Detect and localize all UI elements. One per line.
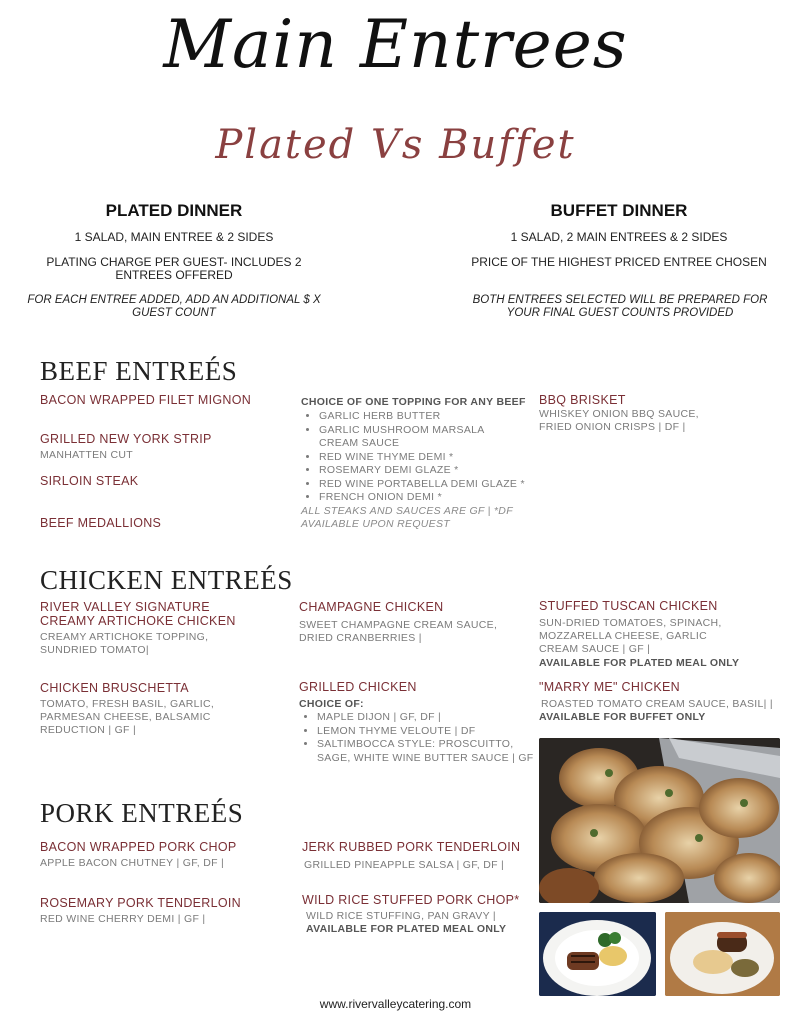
pork-bacon-chop-desc: APPLE BACON CHUTNEY | GF, DF | [40,857,225,869]
plated-heading: PLATED DINNER [105,201,243,220]
chicken-tuscan-name: STUFFED TUSCAN CHICKEN [539,599,718,613]
chicken-marry-note: AVAILABLE FOR BUFFET ONLY [539,711,706,723]
brisket-name: BBQ BRISKET [539,393,626,407]
chicken-heading: CHICKEN ENTREÉS [40,565,293,595]
buffet-line-2: PRICE OF THE HIGHEST PRICED ENTREE CHOSEN [471,255,767,269]
chicken-grilled-name: GRILLED CHICKEN [299,680,417,694]
pork-wild-rice-desc: WILD RICE STUFFING, PAN GRAVY | [306,910,496,922]
grilled-choice-label: CHOICE OF: [299,698,364,710]
page-subtitle: Plated Vs Buffet [215,122,576,168]
chicken-grilled-options [299,698,534,765]
grilled-list [299,711,534,765]
chicken-platter-photo [539,738,780,903]
grilled-option: • MAPLE DIJON | GF, DF | [317,711,534,725]
beef-toppings [301,396,526,531]
plated-line-3: FOR EACH ENTREE ADDED, ADD AN ADDITIONAL $ X GUEST COUNT [27,294,321,319]
chicken-platter-image [539,738,780,903]
pork-jerk-name: JERK RUBBED PORK TENDERLOIN [302,840,521,854]
pork-rosemary-desc: RED WINE CHERRY DEMI | GF | [40,913,206,925]
grilled-option: • SALTIMBOCCA STYLE: PROSCUITTO, SAGE, WHITE WINE BUTTER SAUCE | GF [317,738,534,765]
chicken-marry-desc: ROASTED TOMATO CREAM SAUCE, BASIL| | [541,698,773,710]
beef-item-name: SIRLOIN STEAK [40,474,139,488]
pork-jerk-desc: GRILLED PINEAPPLE SALSA | GF, DF | [304,859,505,871]
chicken-tuscan-desc: SUN-DRIED TOMATOES, SPINACH, MOZZARELLA CHEESE, GARLIC CREAM SAUCE | GF | [539,617,722,655]
beef-item-name: GRILLED NEW YORK STRIP [40,432,212,446]
chicken-signature-name: RIVER VALLEY SIGNATURE CREAMY ARTICHOKE CHICKEN [40,600,236,628]
topping-option: • RED WINE THYME DEMI * [319,451,526,465]
beef-heading: BEEF ENTREÉS [40,356,238,386]
buffet-line-1: 1 SALAD, 2 MAIN ENTREES & 2 SIDES [510,230,728,244]
page-title: Main Entrees [163,6,628,83]
chicken-champagne-name: CHAMPAGNE CHICKEN [299,600,444,614]
grilled-option: • LEMON THYME VELOUTE | DF [317,725,534,739]
filet-plate-image [665,912,780,996]
toppings-list [301,410,526,505]
beef-item-name: BACON WRAPPED FILET MIGNON [40,393,252,407]
buffet-line-3: BOTH ENTREES SELECTED WILL BE PREPARED FOR YOUR FINAL GUEST COUNTS PROVIDED [472,294,768,319]
pork-wild-rice-name: WILD RICE STUFFED PORK CHOP* [302,893,520,907]
topping-option: • GARLIC MUSHROOM MARSALA CREAM SAUCE [319,424,526,451]
chicken-bruschetta-name: CHICKEN BRUSCHETTA [40,681,189,695]
plated-line-2: PLATING CHARGE PER GUEST- INCLUDES 2 ENTREES OFFERED [46,255,302,282]
plated-line-1: 1 SALAD, MAIN ENTREE & 2 SIDES [74,230,274,244]
pork-bacon-chop-name: BACON WRAPPED PORK CHOP [40,840,237,854]
pork-rosemary-name: ROSEMARY PORK TENDERLOIN [40,896,241,910]
beef-item-desc: MANHATTEN CUT [40,449,133,461]
pork-plate-image [539,912,656,996]
chicken-signature-desc: CREAMY ARTICHOKE TOPPING, SUNDRIED TOMATO| [40,631,209,656]
toppings-label: CHOICE OF ONE TOPPING FOR ANY BEEF [301,396,526,408]
topping-option: • FRENCH ONION DEMI * [319,491,526,505]
buffet-heading: BUFFET DINNER [550,201,688,220]
pork-plate-photo [539,912,656,996]
topping-option: • RED WINE PORTABELLA DEMI GLAZE * [319,478,526,492]
pork-wild-rice-note: AVAILABLE FOR PLATED MEAL ONLY [306,923,507,935]
brisket-desc: WHISKEY ONION BBQ SAUCE, FRIED ONION CRISPS | DF | [539,408,699,433]
topping-option: • ROSEMARY DEMI GLAZE * [319,464,526,478]
filet-plate-photo [665,912,780,996]
toppings-note: ALL STEAKS AND SAUCES ARE GF | *DF AVAILABLE UPON REQUEST [301,504,513,530]
footer-url[interactable]: www.rivervalleycatering.com [319,997,472,1011]
beef-item-name: BEEF MEDALLIONS [40,516,162,530]
chicken-marry-name: "MARRY ME" CHICKEN [539,680,680,694]
pork-heading: PORK ENTREÉS [40,798,244,828]
topping-option: • GARLIC HERB BUTTER [319,410,526,424]
chicken-champagne-desc: SWEET CHAMPAGNE CREAM SAUCE, DRIED CRANBERRIES | [299,619,498,644]
chicken-bruschetta-desc: TOMATO, FRESH BASIL, GARLIC, PARMESAN CHEESE, BALSAMIC REDUCTION | GF | [40,698,215,736]
chicken-tuscan-note: AVAILABLE FOR PLATED MEAL ONLY [539,657,740,669]
